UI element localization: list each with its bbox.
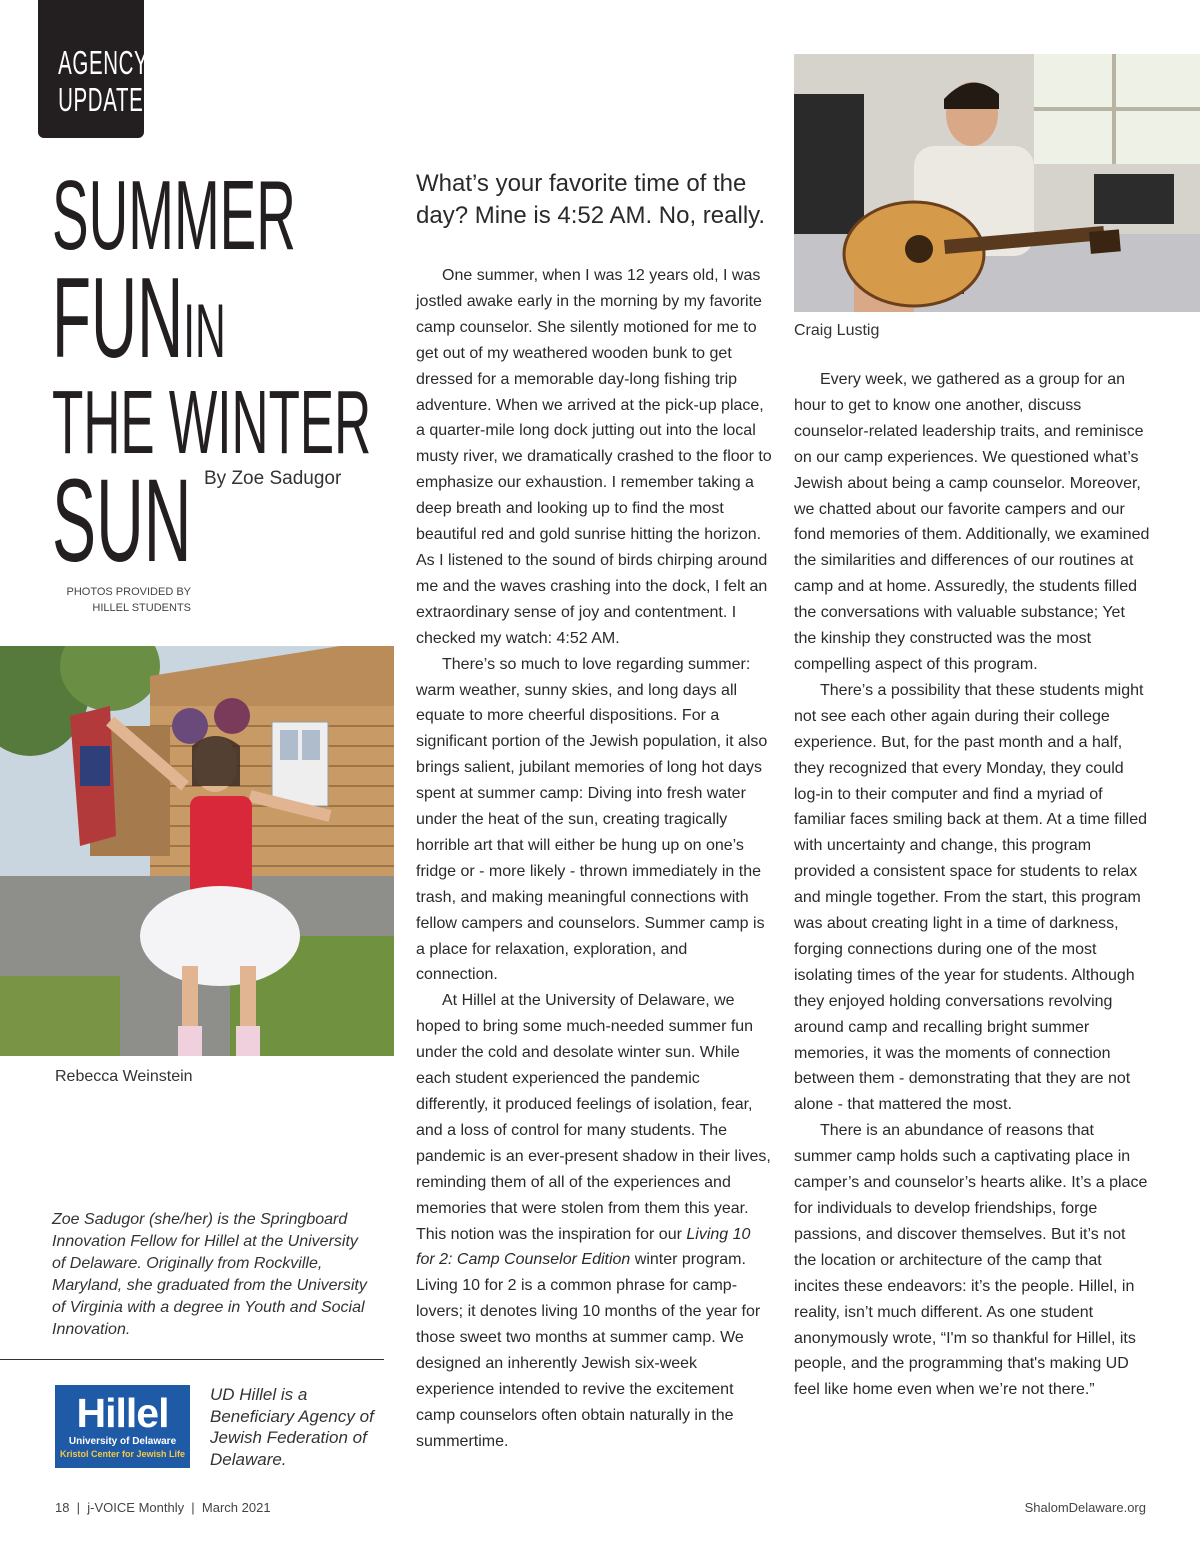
article-paragraph-3b: winter program. Living 10 for 2 is a common phrase for camp-lovers; it denotes living 10 months of the year for those sweet two months at summer camp. We designed an inherently Jewish six-week experience intended to revive the excitement camp counselors often obtain naturally in the summertime. (416, 1251, 761, 1450)
caption-rebecca: Rebecca Weinstein (55, 1068, 193, 1085)
agency-note: UD Hillel is a Beneficiary Agency of Jewish Federation of Delaware. (210, 1385, 374, 1469)
article-paragraph-3a: At Hillel at the University of Delaware, we hoped to bring some much-needed summer fun under the cold and desolate winter sun. While each student experienced the pandemic differently, it produced feelings of isolation, fear, and a loss of control for many students. The pandemic is an ever-present shadow in their lives, reminding them of all of the experiences and memories that were stolen from them this year. This notion was the inspiration for our (416, 992, 771, 1243)
footer-issue: 18 | j-VOICE Monthly | March 2021 (55, 1500, 271, 1515)
section-tag-line1: AGENCY (58, 44, 149, 81)
article-paragraph-1: One summer, when I was 12 years old, I was jostled awake early in the morning by my favorite camp counselor. She silently motioned for me to get out of my weathered wooden bunk to get dressed for a memorable day-long fishing trip adventure. When we arrived at the pick-up place, a quarter-mile long dock jutting out into the local musty river, we dramatically crashed to the floor to emphasize our exhaustion. I remember taking a deep breath and looking up to find the most beautiful red and gold sunrise hitting the horizon. As I listened to the sound of birds chirping around me and the waves crashing into the dock, I felt an extraordinary sense of joy and contentment. I checked my watch: 4:52 AM. (416, 267, 772, 647)
program-title: Living 10 for 2: Camp Counselor Edition (416, 1225, 751, 1269)
headline-in: IN (183, 289, 226, 374)
section-tag (38, 0, 149, 138)
photo-craig-lustig (794, 54, 1200, 312)
hillel-logo-center: Kristol Center for Jewish Life (59, 1449, 186, 1459)
hillel-logo-university: University of Delaware (68, 1436, 177, 1447)
photo-credit-line2: HILLEL STUDENTS (92, 602, 191, 614)
headline-line-2 (52, 255, 226, 382)
article-paragraph-6: There is an abundance of reasons that summer camp holds such a captivating place in camper’s and counselor’s hearts alike. It’s a place for individuals to develop friendships, forge passions, and discover themselves. But it’s not the location or architecture of the camp that incites these endeavors: it’s the people. Hillel, in reality, isn’t much different. As one student anonymously wrote, “I'm so thankful for Hillel, its people, and the programming that's making UD feel like home even when we’re not there.” (794, 1122, 1148, 1399)
divider (0, 1359, 384, 1360)
article-paragraph-4: Every week, we gathered as a group for an hour to get to know one another, discuss counselor-related leadership traits, and reminisce on our camp experiences. We questioned what’s Jewish about being a camp counselor. Moreover, we chatted about our favorite campers and our fond memories of them. Additionally, we examined the similarities and differences of our routines at camp and at home. Assuredly, the students filled the conversations with valuable substance; Yet the kinship they constructed was the most compelling aspect of this program. (794, 371, 1150, 673)
headline-line-1: SUMMER (52, 160, 296, 270)
photo-credit-line1: PHOTOS PROVIDED BY (66, 586, 191, 598)
photo-rebecca-weinstein (0, 646, 394, 1056)
article-lede: What’s your favorite time of the day? Mine is 4:52 AM. No, really. (416, 170, 766, 229)
article-paragraph-5: There’s a possibility that these students might not see each other again during their college experience. But, for the past month and a half, they recognized that every Monday, they could log-in to their computer and find a myriad of familiar faces smiling back at them. At a time filled with uncertainty and change, this program provided a consistent space for students to relax and mingle together. From the start, this program was about creating light in a time of darkness, forging connections during one of the most isolating times of the year for students. Although they enjoyed holding conversations revolving around camp and recalling bright summer memories, it was the moments of connection between them - demonstrating that they are not alone - that mattered the most. (794, 681, 1148, 1114)
footer-website: ShalomDelaware.org (1024, 1500, 1146, 1515)
hillel-logo (55, 1385, 190, 1468)
author-bio: Zoe Sadugor (she/her) is the Springboard Innovation Fellow for Hillel at the University of Delaware. Originally from Rockville, Maryland, she graduated from the University of Virginia with a degree in Youth and Social Innovation. (52, 1211, 367, 1338)
byline: By Zoe Sadugor (204, 468, 342, 489)
hillel-logo-name: Hillel (76, 1390, 169, 1436)
headline-fun: FUN (52, 255, 184, 382)
photo-credit (60, 584, 191, 616)
article-paragraph-3 (416, 988, 772, 1454)
article-column-1 (416, 263, 772, 1455)
article-column-2 (794, 367, 1150, 1403)
caption-craig: Craig Lustig (794, 322, 880, 339)
article-paragraph-2: There’s so much to love regarding summer: warm weather, sunny skies, and long days all equate to more cheerful dispositions. For a significant portion of the Jewish population, it also brings salient, jubilant memories of long hot days spent at summer camp: Diving into fresh water under the heat of the sun, creating tragically horrible art that will either be hung up on one’s fridge or - more likely - thrown immediately in the trash, and making meaningful connections with fellow campers and counselors. Summer camp is a place for relaxation, exploration, and connection. (416, 655, 768, 984)
headline-line-4: SUN (52, 455, 192, 587)
headline-line-3: THE WINTER (52, 373, 372, 473)
section-tag-line2: UPDATE (58, 81, 144, 118)
